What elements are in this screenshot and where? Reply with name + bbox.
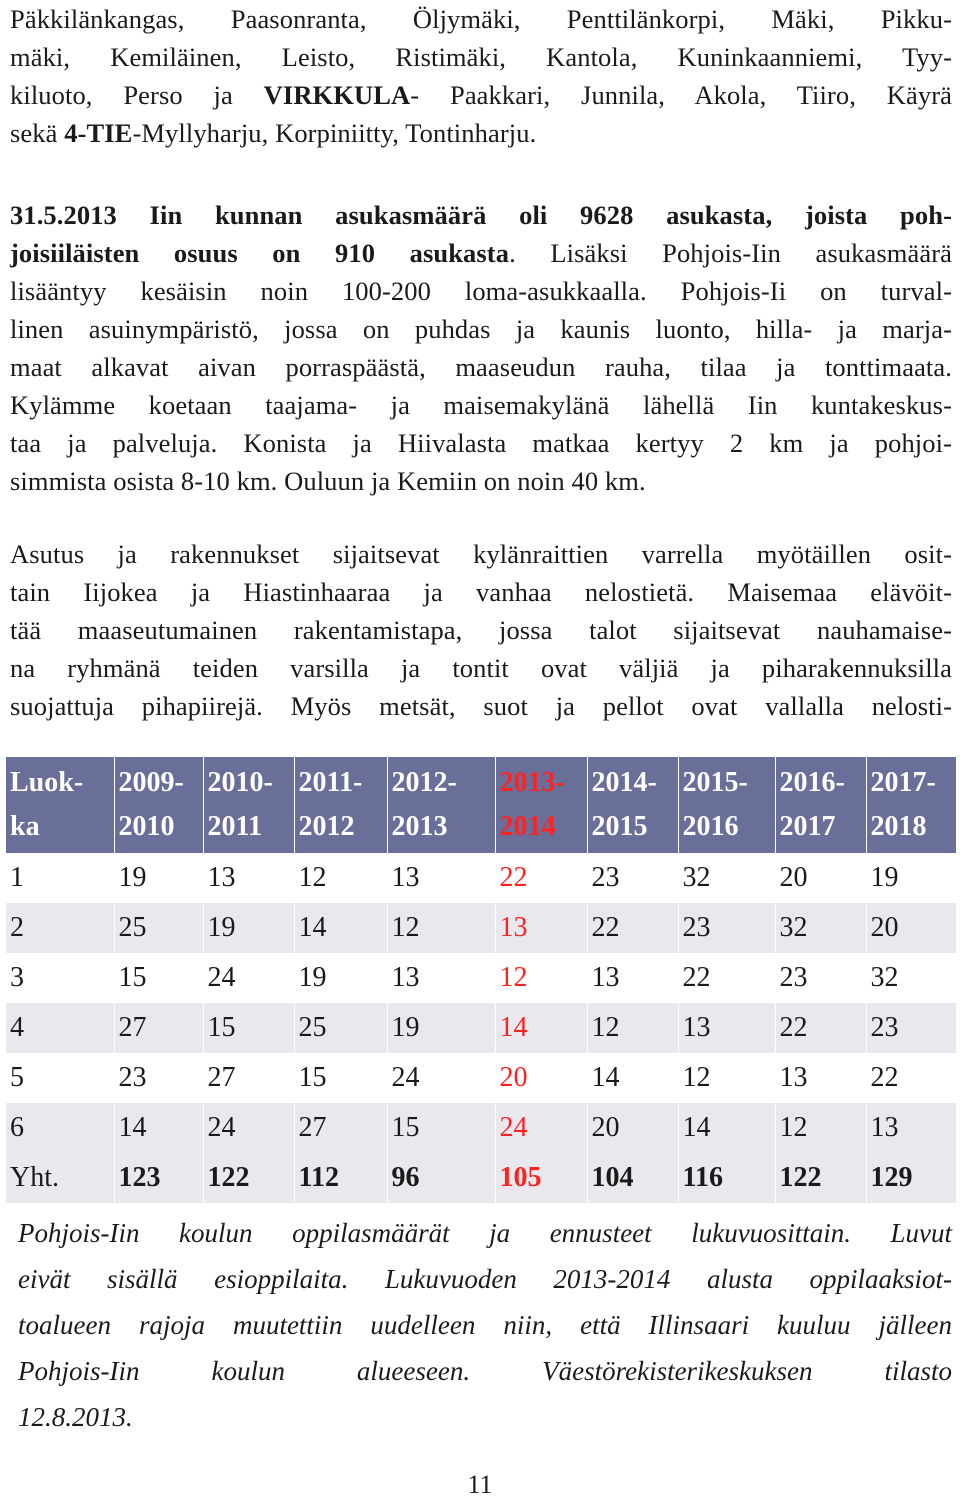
header-cell-year bbox=[587, 757, 678, 853]
header-text: 2012- bbox=[391, 767, 457, 798]
value-cell: 14 bbox=[678, 1103, 775, 1153]
text-line: tää maaseutumainen rakentamistapa, jossa talot sijaitsevat nauhamaise- bbox=[10, 615, 952, 645]
grade-cell: 4 bbox=[6, 1003, 114, 1053]
header-text: 2013- bbox=[499, 767, 565, 798]
caption-line: 12.8.2013. bbox=[18, 1402, 133, 1432]
value-cell: 27 bbox=[203, 1053, 294, 1103]
table-row bbox=[6, 953, 956, 1003]
table-row bbox=[6, 853, 956, 903]
header-text: 2016- bbox=[779, 767, 845, 798]
text-line: maat alkavat aivan porraspäästä, maaseudun rauha, tilaa ja tonttimaata. bbox=[10, 352, 952, 382]
value-cell-highlight: 14 bbox=[495, 1003, 587, 1053]
text-line: Kylämme koetaan taajama- ja maisemakylänä lähellä Iin kuntakeskus- bbox=[10, 390, 952, 420]
value-cell: 15 bbox=[114, 953, 203, 1003]
value-cell: 25 bbox=[114, 903, 203, 953]
value-cell: 19 bbox=[294, 953, 387, 1003]
value-cell: 24 bbox=[203, 953, 294, 1003]
value-cell: 13 bbox=[775, 1053, 866, 1103]
value-cell: 27 bbox=[114, 1003, 203, 1053]
value-cell: 14 bbox=[294, 903, 387, 953]
value-cell: 96 bbox=[387, 1153, 495, 1203]
table-row bbox=[6, 1053, 956, 1103]
value-cell: 25 bbox=[294, 1003, 387, 1053]
value-cell: 129 bbox=[866, 1153, 956, 1203]
value-cell: 20 bbox=[866, 903, 956, 953]
value-cell-highlight: 12 bbox=[495, 953, 587, 1003]
value-cell: 20 bbox=[587, 1103, 678, 1153]
grade-cell: 6 bbox=[6, 1103, 114, 1153]
header-text: 2011 bbox=[207, 811, 262, 842]
value-cell: 13 bbox=[587, 953, 678, 1003]
value-cell: 24 bbox=[387, 1053, 495, 1103]
text-line: 31.5.2013 Iin kunnan asukasmäärä oli 9628 asukasta, joista poh- bbox=[10, 200, 952, 230]
table-row bbox=[6, 1103, 956, 1153]
header-text: 2018 bbox=[870, 811, 927, 842]
header-text: 2014 bbox=[499, 811, 556, 842]
text-fragment: . Lisäksi Pohjois-Iin asukasmäärä bbox=[509, 238, 952, 268]
value-cell: 27 bbox=[294, 1103, 387, 1153]
value-cell-highlight: 13 bbox=[495, 903, 587, 953]
table-row bbox=[6, 1003, 956, 1053]
value-cell: 122 bbox=[203, 1153, 294, 1203]
header-text: 2012 bbox=[298, 811, 355, 842]
value-cell: 23 bbox=[587, 853, 678, 903]
grade-cell: 3 bbox=[6, 953, 114, 1003]
grade-cell: 5 bbox=[6, 1053, 114, 1103]
value-cell: 123 bbox=[114, 1153, 203, 1203]
caption-line: Pohjois-Iin koulun alueeseen. Väestörekisterikeskuksen tilasto bbox=[18, 1356, 952, 1386]
value-cell: 23 bbox=[114, 1053, 203, 1103]
value-cell: 13 bbox=[387, 853, 495, 903]
paragraph-settlement bbox=[10, 535, 952, 725]
header-text: 2014- bbox=[591, 767, 657, 798]
value-cell: 14 bbox=[114, 1103, 203, 1153]
text-line: simmista osista 8-10 km. Ouluun ja Kemiin on noin 40 km. bbox=[10, 466, 646, 496]
value-cell: 14 bbox=[587, 1053, 678, 1103]
text-line: mäki, Kemiläinen, Leisto, Ristimäki, Kantola, Kuninkaanniemi, Tyy- bbox=[10, 42, 952, 72]
value-cell: 22 bbox=[587, 903, 678, 953]
text-line: lisääntyy kesäisin noin 100-200 loma-asukkaalla. Pohjois-Ii on turval- bbox=[10, 276, 952, 306]
text-fragment: sekä bbox=[10, 118, 65, 148]
table-caption bbox=[18, 1210, 952, 1440]
header-text: 2017 bbox=[779, 811, 836, 842]
table-total-row bbox=[6, 1153, 956, 1203]
value-cell: 24 bbox=[203, 1103, 294, 1153]
table-header-row bbox=[6, 757, 956, 853]
caption-line: eivät sisällä esioppilaita. Lukuvuoden 2013-2014 alusta oppilaaksiot- bbox=[18, 1264, 952, 1294]
header-text: 2010 bbox=[118, 811, 175, 842]
value-cell: 12 bbox=[387, 903, 495, 953]
caption-line: toalueen rajoja muutettiin uudelleen niin, että Illinsaari kuuluu jälleen bbox=[18, 1310, 952, 1340]
text-line: tain Iijokea ja Hiastinhaaraa ja vanhaa nelostietä. Maisemaa elävöit- bbox=[10, 577, 952, 607]
page-number: 11 bbox=[467, 1470, 493, 1499]
header-text: ka bbox=[10, 811, 40, 842]
value-cell-highlight: 105 bbox=[495, 1153, 587, 1203]
text-line: Asutus ja rakennukset sijaitsevat kylänraittien varrella myötäillen osit- bbox=[10, 539, 952, 569]
text-fragment-bold: joisiiläisten osuus on 910 asukasta bbox=[10, 238, 510, 268]
header-cell-year bbox=[203, 757, 294, 853]
paragraph-village-list bbox=[10, 0, 952, 152]
village-name-4-tie: 4-TIE bbox=[64, 118, 133, 148]
grade-cell: 1 bbox=[6, 853, 114, 903]
value-cell: 22 bbox=[775, 1003, 866, 1053]
table-row bbox=[6, 903, 956, 953]
header-cell-year bbox=[387, 757, 495, 853]
value-cell: 116 bbox=[678, 1153, 775, 1203]
value-cell: 15 bbox=[387, 1103, 495, 1153]
value-cell: 13 bbox=[678, 1003, 775, 1053]
caption-line: Pohjois-Iin koulun oppilasmäärät ja ennusteet lukuvuosittain. Luvut bbox=[18, 1218, 952, 1248]
header-text: 2015 bbox=[591, 811, 648, 842]
value-cell: 19 bbox=[114, 853, 203, 903]
value-cell: 20 bbox=[775, 853, 866, 903]
value-cell: 19 bbox=[866, 853, 956, 903]
value-cell: 32 bbox=[866, 953, 956, 1003]
text-line: Päkkilänkangas, Paasonranta, Öljymäki, Penttilänkorpi, Mäki, Pikku- bbox=[10, 4, 952, 34]
header-cell-year bbox=[114, 757, 203, 853]
value-cell: 23 bbox=[678, 903, 775, 953]
value-cell: 13 bbox=[866, 1103, 956, 1153]
header-cell-year bbox=[678, 757, 775, 853]
text-line: suojattuja pihapiirejä. Myös metsät, suot ja pellot ovat vallalla nelosti- bbox=[10, 691, 952, 721]
paragraph-population bbox=[10, 196, 952, 500]
text-fragment: -Myllyharju, Korpiniitty, Tontinharju. bbox=[132, 118, 537, 148]
header-text: 2011- bbox=[298, 767, 363, 798]
value-cell: 13 bbox=[387, 953, 495, 1003]
value-cell: 15 bbox=[203, 1003, 294, 1053]
header-text: 2015- bbox=[682, 767, 748, 798]
header-text: 2016 bbox=[682, 811, 739, 842]
text-line bbox=[10, 114, 952, 152]
value-cell: 22 bbox=[866, 1053, 956, 1103]
village-name-virkkula: VIRKKULA bbox=[263, 80, 411, 110]
value-cell: 12 bbox=[587, 1003, 678, 1053]
value-cell: 13 bbox=[203, 853, 294, 903]
text-line: na ryhmänä teiden varsilla ja tontit ovat väljiä ja piharakennuksilla bbox=[10, 653, 952, 683]
pupil-count-table bbox=[6, 757, 957, 1203]
header-cell-year-highlight bbox=[495, 757, 587, 853]
header-cell-year bbox=[866, 757, 956, 853]
grade-cell: 2 bbox=[6, 903, 114, 953]
header-cell-year bbox=[775, 757, 866, 853]
value-cell: 12 bbox=[294, 853, 387, 903]
text-line bbox=[10, 234, 952, 272]
header-cell-year bbox=[294, 757, 387, 853]
value-cell: 22 bbox=[678, 953, 775, 1003]
value-cell-highlight: 22 bbox=[495, 853, 587, 903]
value-cell: 12 bbox=[678, 1053, 775, 1103]
value-cell: 19 bbox=[387, 1003, 495, 1053]
value-cell: 23 bbox=[866, 1003, 956, 1053]
header-text: 2017- bbox=[870, 767, 936, 798]
text-line: linen asuinympäristö, jossa on puhdas ja kaunis luonto, hilla- ja marja- bbox=[10, 314, 952, 344]
text-fragment: - Paakkari, Junnila, Akola, Tiiro, Käyrä bbox=[410, 80, 953, 110]
value-cell-highlight: 24 bbox=[495, 1103, 587, 1153]
value-cell: 32 bbox=[678, 853, 775, 903]
header-text: 2013 bbox=[391, 811, 448, 842]
value-cell: 19 bbox=[203, 903, 294, 953]
header-text: 2009- bbox=[118, 767, 184, 798]
value-cell: 122 bbox=[775, 1153, 866, 1203]
value-cell: 23 bbox=[775, 953, 866, 1003]
value-cell: 12 bbox=[775, 1103, 866, 1153]
grade-cell: Yht. bbox=[6, 1153, 114, 1203]
header-text: 2010- bbox=[207, 767, 273, 798]
text-line: taa ja palveluja. Konista ja Hiivalasta matkaa kertyy 2 km ja pohjoi- bbox=[10, 428, 952, 458]
header-cell-grade bbox=[6, 757, 114, 853]
header-text: Luok- bbox=[10, 767, 84, 798]
value-cell: 112 bbox=[294, 1153, 387, 1203]
value-cell: 32 bbox=[775, 903, 866, 953]
value-cell: 15 bbox=[294, 1053, 387, 1103]
value-cell: 104 bbox=[587, 1153, 678, 1203]
text-line bbox=[10, 76, 952, 114]
value-cell-highlight: 20 bbox=[495, 1053, 587, 1103]
text-fragment: kiluoto, Perso ja bbox=[10, 80, 264, 110]
